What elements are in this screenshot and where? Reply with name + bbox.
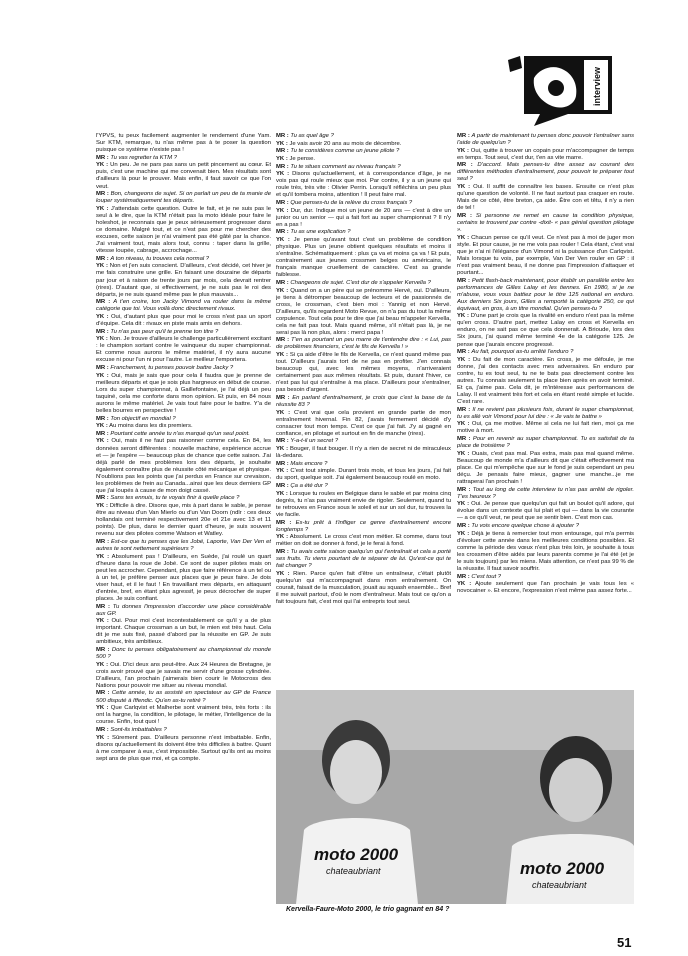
answer-text: Bouger, il faut bouger. Il n'y a rien de secret ni de miraculeux là-dedans.: [276, 446, 451, 460]
speaker-label: YK :: [276, 570, 290, 577]
article-paragraph: [96, 662, 271, 690]
article-paragraph: [276, 438, 451, 445]
speaker-label: MR :: [276, 163, 289, 170]
article-paragraph: [96, 647, 271, 661]
question-text: Tout au long de cette interview tu n'as pas arrêté de rigoler. T'es heureux ?: [457, 486, 634, 500]
article-paragraph: [457, 574, 634, 581]
answer-text: Je pense.: [289, 155, 315, 162]
answer-text: Ouais, c'est pas mal. Pas extra, mais pas mal quand même. Beaucoup de monde m'a d'ailleurs dit que c'était effectivement ma place. Ce qui m'empêche que sur le fond je suis cependant un peu déçu. Je pensais faire mieux, gagner une manche...je me rattraperai l'an prochain !: [457, 450, 634, 485]
speaker-label: MR :: [96, 646, 110, 653]
answer-text: Sûrement pas. D'ailleurs personne n'est imbattable. Enfin, disons qu'actuellement ils doivent être très difficiles à battre. Quant à me comparer à eux, c'est impossible. Surtout qu'ils ont au moins sept ans de plus que moi, et ça compte.: [96, 734, 271, 762]
answer-text: Chacun pense ce qu'il veut. Ce n'est pas à moi de juger mon style. Et pour cause, je ne me vois pas rouler ! Cela étant, c'est vrai que je n'ai ni l'élégance d'un Vimond ni la puissance d'un Carlqvist. Mais lorsque tu vois, par exemple, Van Der Ven rouler en GP : il n'est pas vraiment beau, il ne donne pas l'impression d'attaquer et pourtant...: [457, 234, 634, 276]
speaker-label: YK :: [96, 372, 109, 379]
article-paragraph: [96, 191, 271, 205]
speaker-label: MR :: [276, 438, 289, 445]
speaker-label: YK :: [457, 581, 472, 588]
answer-text: Au moins dans les dix premiers.: [109, 423, 193, 430]
answer-text: Oui. Il suffit de connaître les bases. Ensuite ce n'est plus qu'une question de volonté. Il ne faut surtout pas craquer en route. Mais de ce côté, être breton, ça aide. Être con et têtu, il n'y a rien de tel !: [457, 184, 634, 212]
interview-logo-graphic: [506, 54, 618, 132]
speaker-label: YK :: [457, 450, 470, 457]
article-paragraph: [276, 446, 451, 460]
article-paragraph: [96, 416, 271, 423]
speaker-label: MR :: [276, 337, 290, 344]
speaker-label: MR :: [96, 603, 110, 610]
speaker-label: YK :: [96, 553, 110, 560]
article-paragraph: [276, 164, 451, 171]
article-paragraph: [276, 520, 451, 534]
team-photo: [276, 690, 634, 904]
speaker-label: YK :: [96, 336, 108, 343]
article-paragraph: [457, 531, 634, 573]
article-paragraph: [96, 336, 271, 364]
speaker-label: MR :: [457, 523, 470, 530]
question-text: Pourtant cette année tu n'as marqué qu'un seul point.: [110, 430, 250, 437]
answer-text: Que Carlqvist et Malherbe sont vraiment très, très forts : ils ont la hargne, la condition, le pilotage, le métier, l'intelligence de la course. Enfin, tout quoi !: [96, 705, 271, 726]
article-paragraph: [457, 184, 634, 212]
question-text: Changeons de sujet. C'est dur de s'appeler Kervella ?: [290, 279, 431, 286]
speaker-label: MR :: [96, 154, 109, 161]
article-paragraph: [96, 690, 271, 704]
answer-text: C'est tout simple. Durant trois mois, et tous les jours, j'ai fait du sport, quelque soit. J'ai également beaucoup roulé en moto.: [276, 468, 451, 482]
answer-text: Un peu. Je ne pars pas sans un petit pincement au cœur. Et puis, c'est une machine qui me convenait bien. Mes résultats sont d'ailleurs là pour le prouver. Mais enfin, il faut savoir ce que l'on veut.: [96, 162, 271, 190]
speaker-label: MR :: [457, 162, 473, 169]
question-text: Ton objectif en mondial ?: [110, 415, 176, 422]
speaker-label: YK :: [276, 237, 290, 243]
speaker-label: MR :: [276, 229, 289, 236]
article-paragraph: [96, 373, 271, 415]
question-text: Il ne revient pas plusieurs fois, durant le super championnat, tu es allé voir Vimond pour lui dire : « Je vais te battre »: [457, 406, 634, 420]
speaker-label: YK :: [457, 234, 470, 241]
answer-text: D'une part je crois que la rivalité en enduro n'est pas la même qu'en cross. D'autre part, mettez Lalay en cross et Kervella en enduro, on ne sait pas ce que cela donnerait. A Brioude, lors des Six jours, j'ai quand même terminé 4e de la catégorie 125. Je pense que j'aurais encore progressé.: [457, 313, 634, 348]
answer-text: Oui, ça me motive. Même si cela ne lui fait rien, moi ça me motive à mort.: [457, 421, 634, 435]
article-paragraph: [96, 503, 271, 538]
article-paragraph: [457, 581, 634, 595]
article-paragraph: [276, 549, 451, 570]
article-paragraph: [457, 235, 634, 277]
speaker-label: YK :: [276, 287, 289, 294]
speaker-label: YK :: [96, 205, 109, 212]
article-paragraph: [457, 278, 634, 313]
article-paragraph: [276, 534, 451, 548]
question-text: Tu as une explication ?: [290, 229, 351, 236]
article-column-2: [276, 133, 451, 689]
question-text: Tu vas regretter ta KTM ?: [110, 154, 178, 161]
speaker-label: YK :: [276, 171, 290, 178]
photo-caption: Kervella-Faure-Moto 2000, le trio gagnant en 84 ?: [286, 906, 450, 913]
article-paragraph: [96, 314, 271, 328]
speaker-label: YK :: [457, 501, 470, 508]
article-paragraph: [276, 156, 451, 163]
question-text: Tu as quel âge ?: [290, 133, 334, 139]
speaker-label: MR :: [96, 255, 109, 262]
article-paragraph: [96, 155, 271, 162]
speaker-label: MR :: [457, 277, 471, 284]
speaker-label: YK :: [96, 162, 109, 169]
speaker-label: YK :: [457, 184, 471, 191]
answer-text: C'est vrai que cela provient en grande partie de mon entraînement hivernal. Fin 82, j'avais fermement décidé d'y consacrer tout mon temps. C'est ce que j'ai fait. J'y ai gagné en confiance, en pilotage et surtout en fin de manche (rires).: [276, 409, 451, 437]
question-text: Tu donnes l'impression d'accorder une place considérable aux GP.: [96, 603, 271, 617]
answer-text: Oui, quitte à trouver un copain pour m'accompagner de temps en temps. Tout seul, c'est dur, t'en as vite marre.: [457, 147, 634, 161]
question-text: T'en as pourtant un peu marre de t'entendre dire : « Lui, pas de problèmes financiers, c'est le fils de Kervella ! »: [276, 337, 451, 351]
speaker-label: MR :: [96, 415, 109, 422]
shirt-sub-left: chateaubriant: [326, 866, 381, 876]
speaker-label: MR :: [276, 199, 289, 206]
article-paragraph: [457, 213, 634, 234]
speaker-label: YK :: [276, 207, 289, 214]
article-column-3: [457, 133, 634, 689]
speaker-label: YK :: [96, 263, 108, 270]
article-paragraph: [96, 438, 271, 494]
shirt-banner-left: moto 2000: [314, 845, 399, 864]
speaker-label: YK :: [457, 421, 470, 428]
article-paragraph: [96, 539, 271, 553]
question-text: D'accord. Mais penses-tu être assez au courant des différentes méthodes d'entraînement, pour pouvoir te préparer tout seul ?: [457, 162, 634, 183]
answer-text: Déjà je tiens à remercier tout mon entourage, qui m'a permis d'évoluer cette année dans les meilleures conditions possibles. Et comme la période des vœux n'est plus très loin, je souhaite à tous les crossmen d'être aidés par leurs parents comme je l'ai été (et je le suis toujours) par les miens. Mais attention, ce n'est pas 99 % de la réussite. Il faut savoir souffrir.: [457, 530, 634, 572]
question-text: A ton niveau, tu trouves cela normal ?: [110, 255, 210, 262]
article-paragraph: [457, 148, 634, 162]
speaker-label: MR :: [96, 495, 109, 502]
speaker-label: MR :: [96, 538, 110, 545]
article-paragraph: [276, 337, 451, 351]
question-text: C'est tout ?: [471, 573, 502, 580]
answer-text: Je pense qu'avant tout c'est un problème de condition physique. Plus un jeune obtient quelques résultats et moins il s'entraîne. Schématiquement : plus ça va et moins ça va ! Et puis, contrairement aux jeunes crossmen belges ou américains, le français manque cruellement de caractère. C'est sa grande faiblesse.: [276, 237, 451, 279]
article-paragraph: [276, 491, 451, 519]
answer-text: Absolument. Le cross c'est mon métier. Et comme, dans tout métier on doit se donner à fond, je le ferai à fond.: [276, 534, 451, 548]
answer-text: Oui, mais je sais que pour cela il faudra que je prenne de meilleurs départs et que je sois plus hargneux en début de course. Lors du super championnat, à Gaillefontaine, je l'ai déjà un peu taquiné, cela me conforte dans mon opinion. Et puis, en 84 nous aurons le même matériel. Je vais tout faire pour le battre. Y'a de belles bourres en perspective !: [96, 372, 271, 414]
speaker-label: MR :: [96, 328, 109, 335]
article-paragraph: [457, 407, 634, 421]
speaker-label: MR :: [457, 436, 471, 443]
question-text: Tu avais cette saison quelqu'un qui t'entraînait et cela a porté ses fruits. Tu viens pourtant de te séparer de lui. Qu'est-ce qui te fait changer ?: [276, 548, 451, 570]
article-paragraph: [96, 206, 271, 255]
speaker-label: MR :: [276, 483, 289, 490]
question-text: Bon, changeons de sujet. Si on parlait un peu de ta manie de louper systématiquement tes départs.: [96, 191, 271, 205]
question-text: Au fait, pourquoi as-tu arrêté l'enduro ?: [471, 349, 574, 356]
article-paragraph: [276, 237, 451, 279]
answer-text: Dur, dur. Indique moi un jeune de 20 ans — c'est à dire un junior ou un senior — qui a fait fort au super championnat ? Il n'y en a pas !: [276, 207, 451, 228]
question-text: Sont-ils imbattables ?: [110, 726, 167, 733]
answer-text: Lorsque tu roules en Belgique dans le sable et par moins cinq degrés, tu n'as pas vraiment envie de rigoler. Seulement, quand tu te retrouves en France sous le soleil et sur un sol dur, tu trouves la vie facile.: [276, 490, 451, 518]
speaker-label: MR :: [457, 406, 471, 413]
speaker-label: MR :: [96, 299, 111, 306]
question-text: Tu vois encore quelque chose à ajouter ?: [471, 523, 580, 530]
answer-text: l'YPVS, tu peux facilement augmenter le rendement d'une Yam. Sur KTM, remarque, tu n'as même pas à te poser la question puisque ce système n'existe pas !: [96, 133, 271, 154]
speaker-label: YK :: [96, 313, 109, 320]
article-paragraph: [96, 727, 271, 734]
speaker-label: YK :: [96, 705, 109, 712]
question-text: Es-tu prêt à t'infliger ce genre d'entraînement encore longtemps ?: [276, 519, 451, 533]
article-paragraph: [96, 431, 271, 438]
speaker-label: MR :: [457, 486, 471, 493]
question-text: Cette année, tu as assisté en spectateur au GP de France 500 disputé à Iffendic. Qu'en as-tu retiré ?: [96, 690, 271, 704]
article-paragraph: [457, 436, 634, 450]
article-paragraph: [457, 523, 634, 530]
speaker-label: YK :: [276, 534, 289, 541]
answer-text: Du fait de mon caractère. En cross, je me défoule, je me donne, j'ai des contacts avec mes adversaires. En enduro par contre, tu es tout seul, tu ne te bats pas directement contre les autres. Tu connais seulement ta place bien après en avoir terminé. Et ça, j'aime pas. Cela dit, je m'intéresse aux performances de Lalay. Il est vraiment très fort et cela en étant resté simple et lucide. C'est rare.: [457, 356, 634, 406]
speaker-label: YK :: [276, 490, 288, 497]
article-paragraph: [457, 501, 634, 522]
speaker-label: YK :: [96, 618, 109, 625]
speaker-label: YK :: [276, 155, 288, 162]
article-paragraph: [457, 133, 634, 147]
speaker-label: YK :: [457, 530, 470, 537]
article-paragraph: [276, 171, 451, 199]
speaker-label: YK :: [96, 661, 109, 668]
answer-text: Oui. Je pense que quelqu'un qui fait un boulot qu'il adore, qui évolue dans un contexte qui lui plait et qui — dans la vie courante — a ce qu'il veut, ne peut que se sentir bien. C'est mon cas.: [457, 501, 634, 522]
answer-text: J'attendais cette question. Outre le fait, et je ne suis pas le seul à le dire, que la KTM n'était pas la moto idéale pour faire le holeshot, je reconnais que je peux sérieusement progresser dans ce domaine. Malgré tout, et ce n'est pas pour me chercher des excuses, cette saison je n'ai vraiment pas été gâté par la chance. J'ai vraiment tout, mais alors tout, connu : taper dans la grille, vitesse loupée, cabrage, accrochage...: [96, 205, 271, 255]
question-text: Est-ce que tu penses que les Jobé, Laporte, Van Der Ven et autres te sont nettement supérieurs ?: [96, 538, 271, 552]
question-text: A t'en croire, ton Jacky Vimond va rouler dans la même catégorie que toi. Vous voilà donc directement rivaux.: [96, 299, 271, 313]
article-paragraph: [276, 461, 451, 468]
article-paragraph: [457, 451, 634, 486]
question-text: En parlant d'entraînement, je crois que c'est la base de ta réussite 83 ?: [276, 395, 451, 409]
speaker-label: MR :: [276, 148, 289, 155]
answer-text: Je vais avoir 20 ans au mois de décembre.: [289, 140, 402, 147]
article-paragraph: [276, 148, 451, 155]
article-column-1: [96, 133, 271, 925]
speaker-label: MR :: [276, 548, 289, 555]
speaker-label: YK :: [457, 356, 471, 363]
article-paragraph: [96, 133, 271, 154]
shirt-sub-right: chateaubriant: [532, 880, 587, 890]
article-paragraph: [96, 162, 271, 190]
speaker-label: YK :: [276, 446, 289, 453]
question-text: Que penses-tu de la relève du cross français ?: [290, 199, 413, 206]
article-paragraph: [276, 208, 451, 229]
question-text: Tu n'as pas peur qu'il te prenne ton titre ?: [110, 328, 219, 335]
answer-text: Oui, mais il ne faut pas raisonner comme cela. En 84, les données seront différentes : nouvelle machine, expérience accrue et — je l'espère — beaucoup plus de chance que cette saison. J'ai déjà parlé de mes problèmes lors des départs, je souhaite également connaître plus de réussite côté mécanique et physique. N'oublions pas les points que j'ai perdus en France sur crevaison, les problèmes de frein au Canada...ainsi que les deux derniers GP que j'ai loupés à cause de mon doigt cassé.: [96, 438, 271, 494]
article-paragraph: [96, 735, 271, 763]
speaker-label: MR :: [276, 279, 289, 286]
question-text: Y-a-t-il un secret ?: [290, 438, 339, 445]
speaker-label: MR :: [457, 212, 472, 219]
answer-text: Rien. Parce qu'en fait d'être un entraîneur, c'était plutôt quelqu'un qui m'accompagnait dans mon entraînement. On courait, faisait de la musculation, jouait au squash ensemble... Bref il me suivait partout, d'où le nom d'entraîneur. Mais tout ce qu'on a fait toujours fait, c'est moi qui l'ai entrepris tout seul.: [276, 570, 451, 605]
speaker-label: YK :: [96, 423, 108, 430]
article-paragraph: [457, 313, 634, 348]
article-paragraph: [276, 280, 451, 287]
answer-text: Oui, d'autant plus que pour moi le cross n'est pas un sport d'équipe. Cela dit : rivaux en piste mais amis en dehors.: [96, 313, 271, 327]
speaker-label: MR :: [276, 395, 290, 401]
article-paragraph: [457, 357, 634, 406]
answer-text: Absolument pas ! D'ailleurs, en Suède, j'ai roulé un quart d'heure dans la roue de Jobé. Ce sont de super pilotes mais on peut les accrocher. Cependant, plus que faire référence à un tel ou à un tel, je préfère penser aux places que je peux faire. Je dois viser haut, et il le faut ! En travaillant mes départs, en attaquant d'entrée, bref, en étant plus agressif, je peux décrocher de super places. Je suis confiant.: [96, 553, 271, 602]
article-paragraph: [96, 604, 271, 618]
answer-text: Oui. D'ici deux ans peut-être. Aux 24 Heures de Bretagne, je crois avoir prouvé que je savais me servir d'une grosse cylindrée. D'ailleurs, l'an prochain j'aimerais bien courir le Motocross des Nations pour pouvoir me situer au niveau mondial.: [96, 661, 271, 689]
page-number: 51: [617, 935, 632, 950]
article-paragraph: [457, 162, 634, 183]
speaker-label: MR :: [457, 133, 470, 139]
article-paragraph: [276, 483, 451, 490]
article-paragraph: [96, 263, 271, 298]
article-paragraph: [276, 141, 451, 148]
speaker-label: MR :: [96, 726, 109, 733]
speaker-label: YK :: [96, 503, 108, 510]
question-text: Sans tes ennuis, tu te voyais finir à quelle place ?: [110, 495, 240, 502]
question-text: Tu te considères comme un jeune pilote ?: [290, 148, 400, 155]
article-paragraph: [276, 352, 451, 394]
article-paragraph: [96, 365, 271, 372]
answer-text: Ajoute seulement que l'an prochain je vais tous les « novocainer ». Et encore, l'expression n'est même pas assez forte...: [457, 581, 634, 595]
speaker-label: MR :: [276, 519, 292, 526]
question-text: Si personne ne remet en cause ta condition physique, certains te trouvent par contre -dixit- « pas génial question pilotage ».: [457, 212, 634, 233]
speaker-label: MR :: [457, 349, 470, 356]
team-photo-image: [276, 690, 634, 904]
speaker-label: MR :: [96, 191, 109, 198]
speaker-label: YK :: [457, 147, 469, 154]
logo-text: interview: [592, 66, 602, 106]
speaker-label: YK :: [276, 140, 288, 147]
speaker-label: YK :: [276, 352, 288, 359]
article-paragraph: [457, 421, 634, 435]
article-paragraph: [276, 229, 451, 236]
speaker-label: MR :: [276, 133, 289, 139]
speaker-label: YK :: [276, 468, 289, 475]
article-paragraph: [276, 571, 451, 606]
speaker-label: YK :: [457, 313, 469, 320]
answer-text: Quand on a un père qui se prénomme Hervé, oui. D'ailleurs, je tiens à détromper beaucoup de lecteurs et de passionnés de cross, le crossman, c'est bien moi : Yannig et non Hervé. D'ailleurs, qu'ils regardent Moto Revue, on n'a pas du tout la même corpulence. Tout cela pour te dire que j'ai beau m'appeler Kervella, cela ne fait pas tout. Mais quand même, s'il n'était pas là, je ne serai pas là non plus, alors : merci papa !: [276, 287, 451, 336]
article-paragraph: [96, 329, 271, 336]
question-text: Franchement, tu penses pouvoir battre Jacky ?: [110, 365, 234, 372]
answer-text: Non. Je trouve d'ailleurs le challenge particulièrement excitant : le champion sortant contre le vainqueur du super championnat. Et comme nous aurons le même matériel, il n'y aura aucune excuse ni pour l'un ni pour l'autre. Le meilleur l'emportera.: [96, 336, 271, 364]
speaker-label: MR :: [96, 430, 109, 437]
speaker-label: YK :: [96, 438, 109, 445]
speaker-label: YK :: [276, 409, 291, 416]
article-paragraph: [276, 468, 451, 482]
question-text: A partir de maintenant tu penses donc pouvoir t'entraîner sans l'aide de quelqu'un ?: [457, 133, 634, 147]
answer-text: Non et j'en suis conscient. D'ailleurs, c'est décidé, cet hiver je me fais construire une grille. En faisant une douzaine de départs par jour et à raison de trente jours par mois, cela devrait rentrer (rires). D'autant que, si effectivement, je ne suis pas le roi des départs, je ne suis quand même pas le plus mauvais...: [96, 263, 271, 298]
interview-logo: [506, 54, 618, 132]
answer-text: Oui. Pour moi c'est incontestablement ce qu'il y a de plus important. Chaque crossman a un but, le mien est très haut. Cela dit je me suis fixé, passé d'abord par la réussite en GP. Je suis ambitieux, très ambitieux.: [96, 618, 271, 646]
article-paragraph: [96, 554, 271, 603]
article-paragraph: [96, 495, 271, 502]
question-text: Mais encore ?: [290, 460, 328, 467]
article-paragraph: [457, 349, 634, 356]
speaker-label: MR :: [457, 573, 470, 580]
article-paragraph: [96, 256, 271, 263]
question-text: Petit flash-back maintenant, pour établir un parallèle entre les performances de Gilles Lalay et les tiennes. En 1980, si je ne m'abuse, vous vous battiez pour le titre 125 national en enduro. Aux derniers Six jours, Gilles a remporté la catégorie 250, ce qui équivaut, en gros, à un titre mondial. Qu'en penses-tu ?: [457, 277, 634, 312]
question-text: Ça a été dur ?: [290, 483, 328, 490]
question-text: Tu te situes comment au niveau français ?: [290, 163, 401, 170]
answer-text: Disons qu'actuellement, et à correspondance d'âge, je ne vois pas qui roule mieux que moi. Par contre, il y a un jeune qui roule très, très vite : Olivier Perrin. Lorsqu'il réfléchira un peu plus et qu'il tombera moins, attention ! Il peut faire mal.: [276, 171, 451, 199]
article-paragraph: [276, 410, 451, 438]
article-paragraph: [276, 200, 451, 207]
speaker-label: MR :: [96, 365, 109, 372]
article-paragraph: [96, 618, 271, 646]
article-paragraph: [96, 705, 271, 726]
answer-text: Difficile à dire. Disons que, mis à part dans le sable, je pense être au niveau d'un Van Mierlo ou d'un Van Doorn (ndlr : ces deux hollandais ont terminé respectivement 20e et 21e avec 13 et 11 points). De plus, dans le dernier quart d'heure, je suis souvent revenu sur des pilotes comme Watson et Watley.: [96, 503, 271, 538]
article-paragraph: [276, 288, 451, 337]
speaker-label: MR :: [276, 460, 289, 467]
answer-text: Si ça aide d'être le fils de Kervella, ce n'est quand même pas tout. D'ailleurs j'aurais tort de ne pas en profiter. J'en connais beaucoup qui, avec les mêmes moyens, n'arriveraient certainement pas aux mêmes résultats. Et puis, durant l'hiver, ce n'est pas lui qui s'entraîne à ma place. D'ailleurs pour s'entraîner, pas besoin d'argent.: [276, 352, 451, 394]
shirt-banner-right: moto 2000: [520, 859, 605, 878]
article-paragraph: [96, 423, 271, 430]
article-paragraph: [457, 487, 634, 501]
speaker-label: YK :: [96, 734, 110, 741]
article-paragraph: [96, 299, 271, 313]
question-text: Donc tu penses obligatoirement au championnat du monde 500 ?: [96, 646, 271, 661]
speaker-label: MR :: [96, 690, 110, 697]
article-paragraph: [276, 395, 451, 409]
question-text: Pour en revenir au super championnat. Tu es satisfait de ta place de troisième ?: [457, 436, 634, 450]
article-paragraph: [276, 133, 451, 140]
